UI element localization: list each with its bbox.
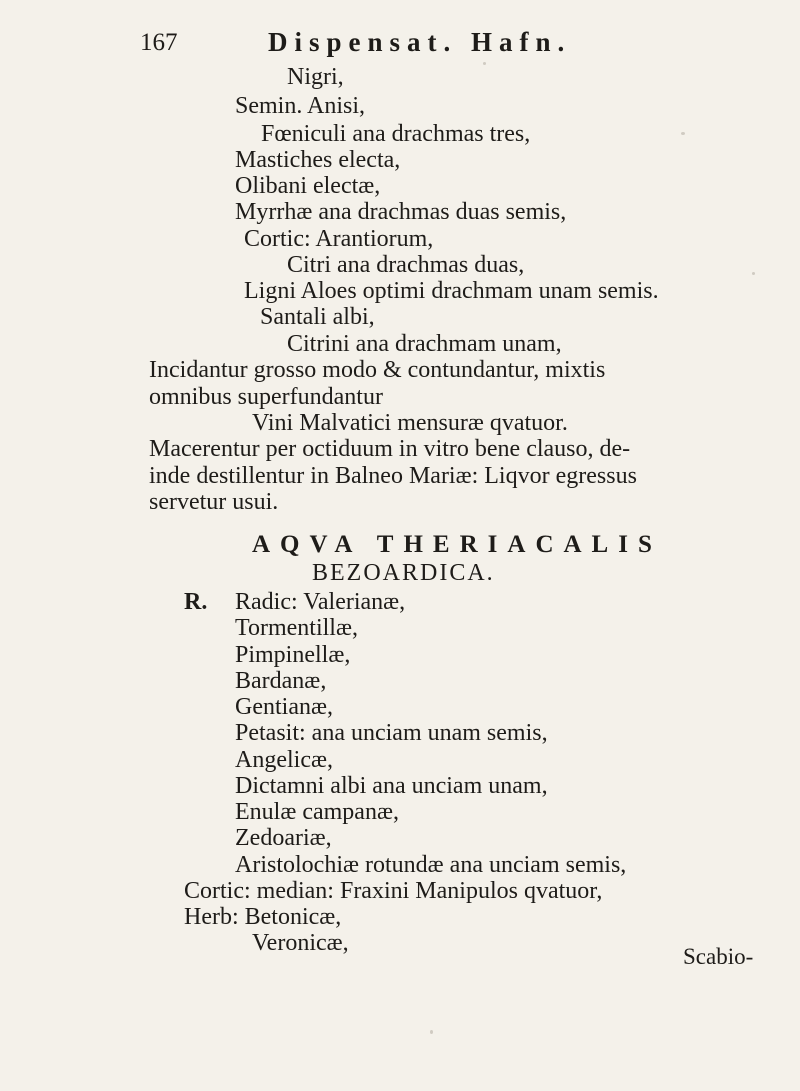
text-line: Nigri,	[287, 64, 344, 90]
text-line: Radic: Valerianæ,	[235, 589, 406, 615]
text-line: Bardanæ,	[235, 668, 327, 694]
text-line: Enulæ campanæ,	[235, 799, 399, 825]
text-line: Angelicæ,	[235, 747, 333, 773]
text-line: Cortic: Arantiorum,	[244, 226, 434, 252]
catchword: Scabio-	[683, 944, 754, 969]
text-line: Mastiches electa,	[235, 147, 401, 173]
text-line: Incidantur grosso modo & contundantur, mixtis	[149, 357, 606, 383]
text-line: Semin. Anisi,	[235, 93, 366, 119]
paper-speck	[430, 1030, 433, 1034]
text-line: Myrrhæ ana drachmas duas semis,	[235, 199, 567, 225]
text-line: Cortic: median: Fraxini Manipulos qvatuor,	[184, 878, 603, 904]
page-number: 167	[140, 29, 178, 56]
text-line: inde destillentur in Balneo Mariæ: Liqvor egressus	[149, 463, 637, 489]
text-line: Vini Malvatici mensuræ qvatuor.	[252, 410, 568, 436]
section-title: AQVA THERIACALIS	[252, 531, 662, 558]
paper-speck	[752, 272, 755, 275]
text-line: Aristolochiæ rotundæ ana unciam semis,	[235, 852, 627, 878]
text-line: Veronicæ,	[252, 930, 349, 956]
text-line: Pimpinellæ,	[235, 642, 351, 668]
text-line: Herb: Betonicæ,	[184, 904, 342, 930]
section-subtitle: BEZOARDICA.	[312, 560, 495, 586]
text-line: Fœniculi ana drachmas tres,	[261, 121, 531, 147]
text-line: Dictamni albi ana unciam unam,	[235, 773, 548, 799]
paper-speck	[483, 62, 486, 65]
text-line: Santali albi,	[260, 304, 375, 330]
recipe-sign: R.	[184, 589, 208, 615]
text-line: Citrini ana drachmam unam,	[287, 331, 562, 357]
text-line: servetur usui.	[149, 489, 279, 515]
text-line: omnibus superfundantur	[149, 384, 383, 410]
text-line: Macerentur per octiduum in vitro bene clauso, de-	[149, 436, 631, 462]
text-line: Tormentillæ,	[235, 615, 358, 641]
text-line: Olibani electæ,	[235, 173, 381, 199]
text-line: Ligni Aloes optimi drachmam unam semis.	[244, 278, 659, 304]
text-line: Citri ana drachmas duas,	[287, 252, 525, 278]
running-title: Dispensat. Hafn.	[268, 27, 572, 57]
text-line: Gentianæ,	[235, 694, 333, 720]
text-line: Zedoariæ,	[235, 825, 332, 851]
paper-speck	[681, 132, 685, 135]
text-line: Petasit: ana unciam unam semis,	[235, 720, 548, 746]
